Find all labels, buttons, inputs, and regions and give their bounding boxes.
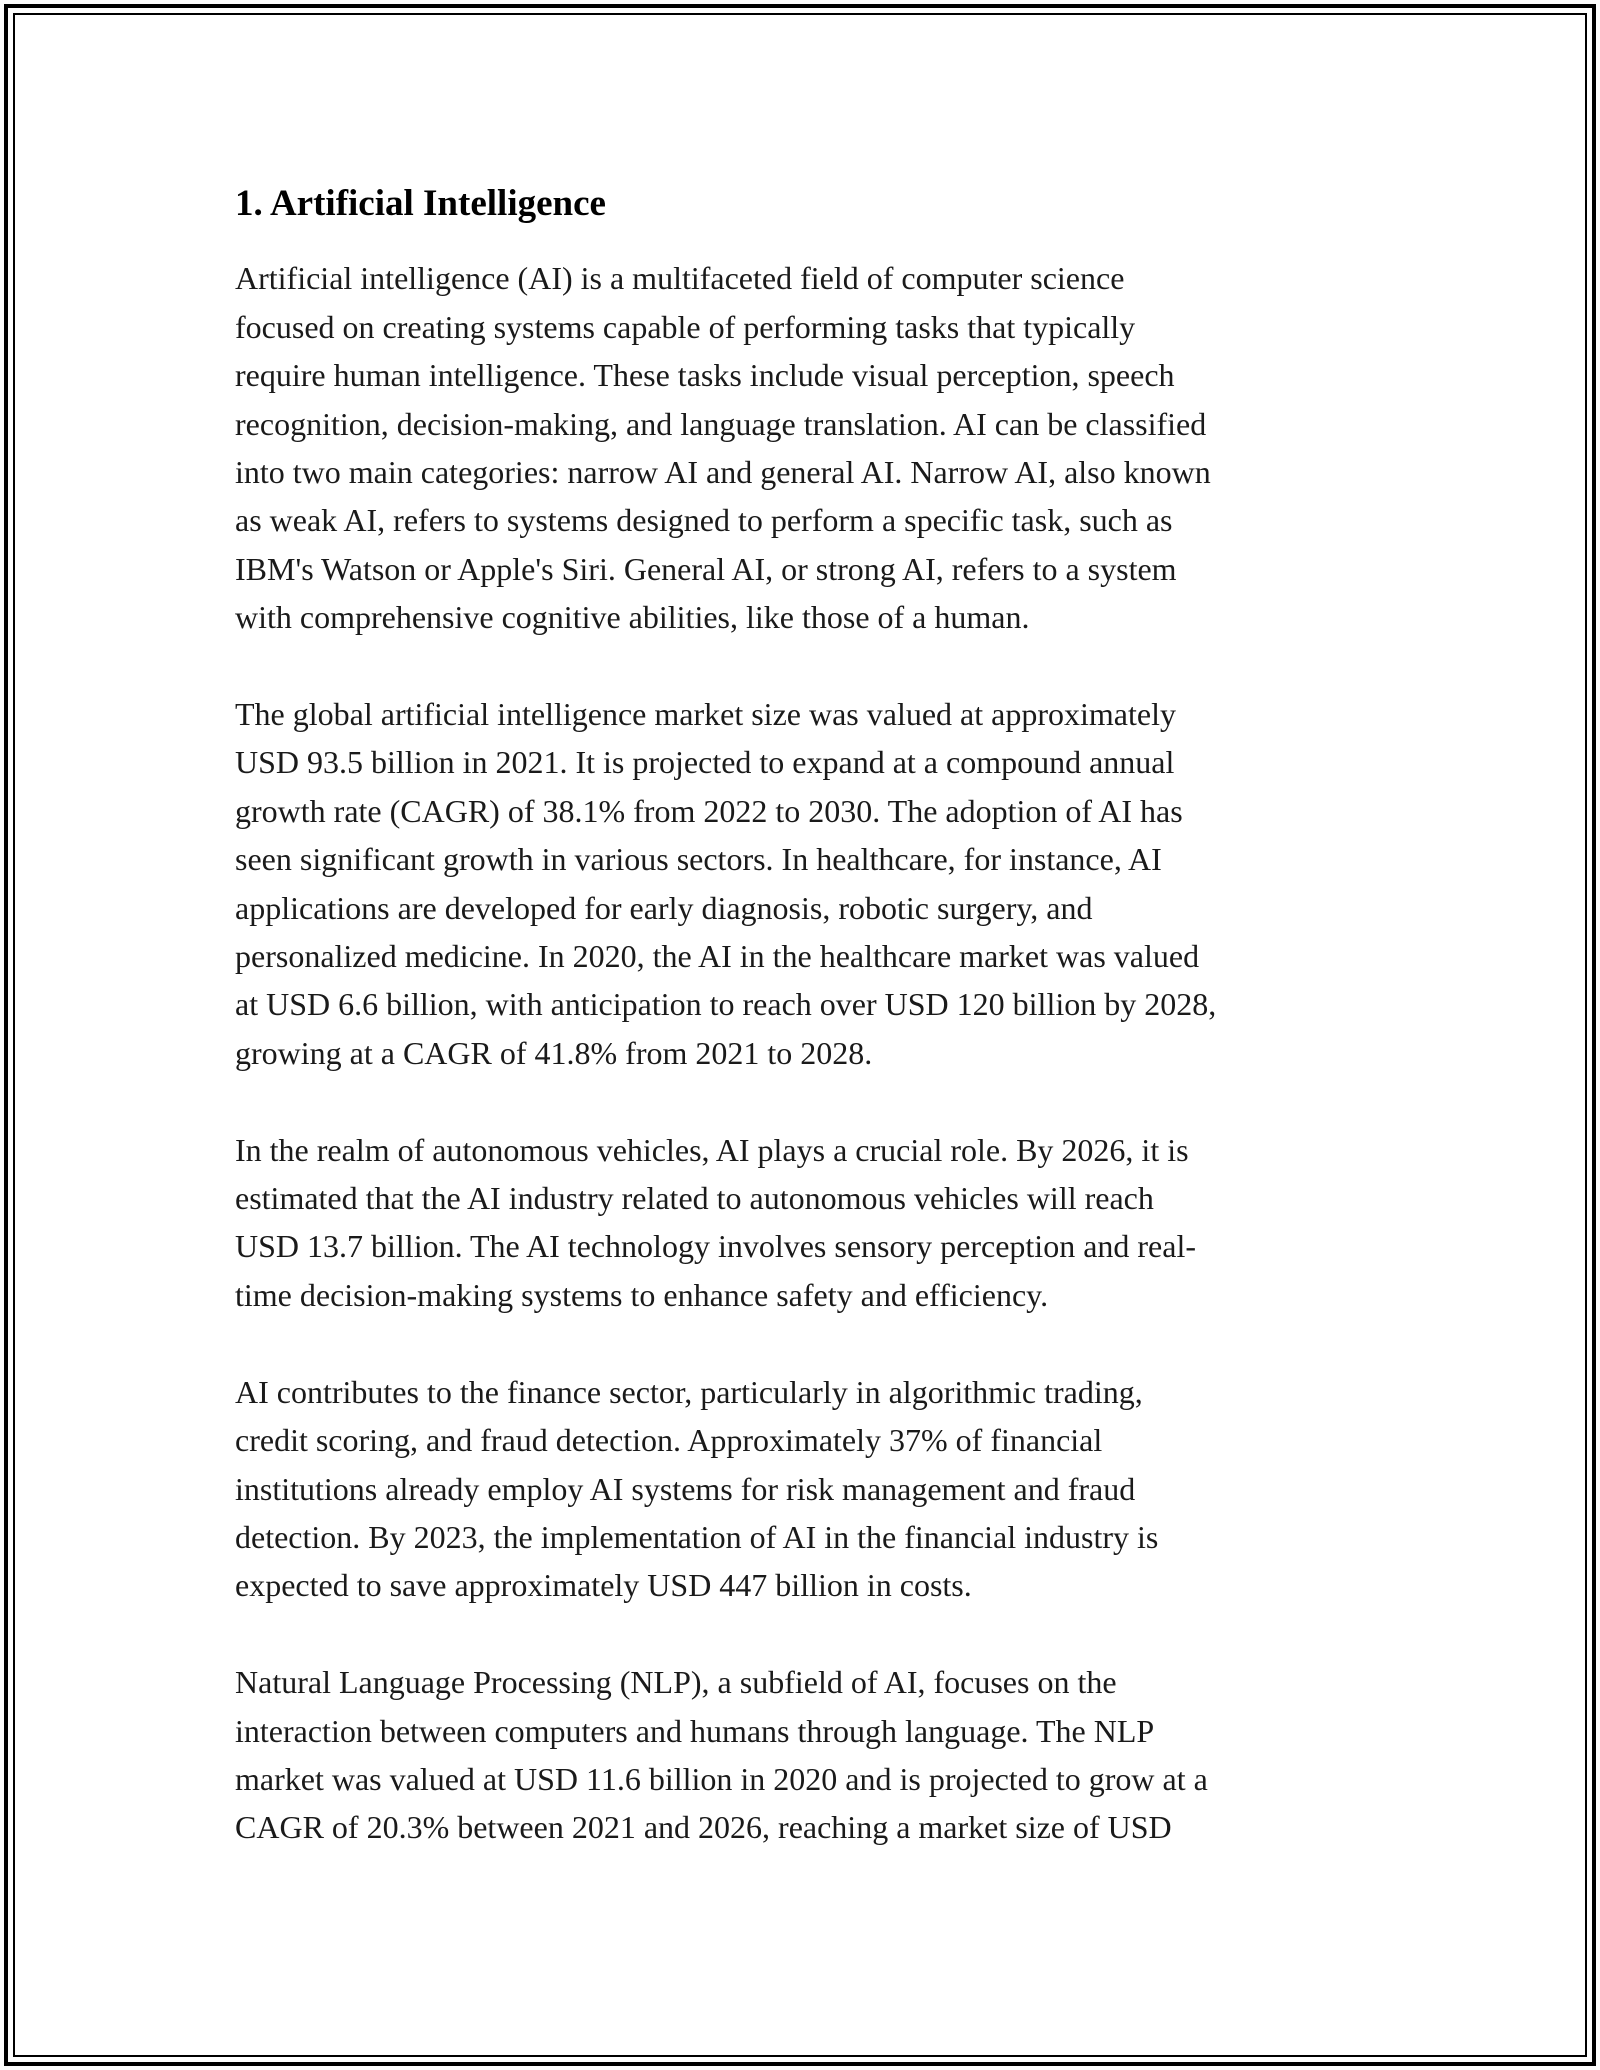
document-body <box>235 182 1365 1900</box>
paragraph-market-size: The global artificial intelligence market size was valued at approximately USD 93.5 billion in 2021. It is projected to expand at a compound annual growth rate (CAGR) of 38.1% from 2022 to 2030. The adoption of AI has seen significant growth in various sectors. In healthcare, for instance, AI applications are developed for early diagnosis, robotic surgery, and personalized medicine. In 2020, the AI in the healthcare market was valued at USD 6.6 billion, with anticipation to reach over USD 120 billion by 2028, growing at a CAGR of 41.8% from 2021 to 2028. <box>235 696 1217 1071</box>
section-heading: 1. Artificial Intelligence <box>235 183 606 224</box>
paragraph-autonomous-vehicles: In the realm of autonomous vehicles, AI plays a crucial role. By 2026, it is estimated that the AI industry related to autonomous vehicles will reach USD 13.7 billion. The AI technology involves sensory perception and real- time decision-making systems to enhance safety and efficiency. <box>235 1131 1196 1313</box>
paragraph-finance: AI contributes to the finance sector, particularly in algorithmic trading, credit scoring, and fraud detection. Approximately 37% of financial institutions already employ AI systems for risk management and fraud detection. By 2023, the implementation of AI in the financial industry is expected to save approximately USD 447 billion in costs. <box>235 1373 1159 1604</box>
paragraph-ai-definition: Artificial intelligence (AI) is a multifaceted field of computer science focused on creating systems capable of performing tasks that typically require human intelligence. These tasks include visual perception, speech recognition, decision-making, and language translation. AI can be classified into two main categories: narrow AI and general AI. Narrow AI, also known as weak AI, refers to systems designed to perform a specific task, such as IBM's Watson or Apple's Siri. General AI, or strong AI, refers to a system with comprehensive cognitive abilities, like those of a human. <box>235 260 1211 636</box>
paragraph-nlp: Natural Language Processing (NLP), a subfield of AI, focuses on the interaction between computers and humans through language. The NLP market was valued at USD 11.6 billion in 2020 and is projected to grow at a CAGR of 20.3% between 2021 and 2026, reaching a market size of USD <box>235 1664 1208 1846</box>
